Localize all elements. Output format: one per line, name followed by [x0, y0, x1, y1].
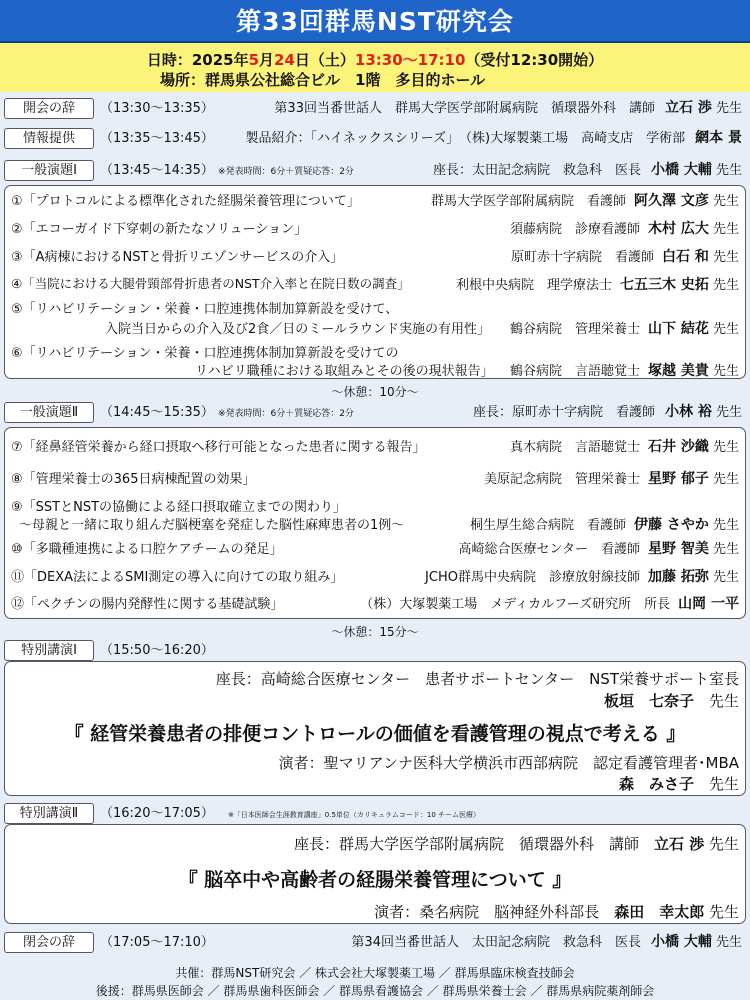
session1-note: ※発表時間：6分＋質疑応答：2分	[217, 167, 354, 177]
item-title: ⑪「DEXA法によるSMI測定の導入に向けての取り組み」	[11, 570, 344, 585]
item-name: 山岡 一平	[678, 596, 739, 612]
session1-time	[100, 160, 354, 183]
lecture1-speaker-suffix: 先生	[708, 775, 739, 793]
session2-chair-name: 小林 裕	[664, 404, 712, 420]
item-suffix: 先生	[712, 222, 739, 237]
closing-row	[0, 932, 750, 953]
lecture2-title: 『 脳卒中や高齢者の経腸栄養管理について 』	[178, 869, 572, 891]
list-item	[5, 496, 745, 536]
session1-chair-name: 小橋 大輔	[650, 162, 712, 178]
lecture1-speaker: 演者：聖マリアンナ医科大学横浜市西部病院 認定看護管理者･MBA	[278, 754, 739, 772]
lecture1-header	[0, 640, 750, 661]
item-title: ⑥「リハビリテーション・栄養・口腔連携体制加算新設を受けての	[11, 346, 399, 361]
closing-label: 閉会の辞	[4, 932, 94, 953]
item-title: ⑧「管理栄養士の365日病棟配置の効果」	[11, 472, 256, 487]
item-org: 桐生厚生総合病院 看護師	[469, 518, 626, 533]
session1-panel	[4, 185, 746, 379]
list-item	[5, 274, 745, 294]
item-presenter	[510, 436, 739, 456]
closing-time: （17:05〜17:10）	[100, 935, 214, 950]
item-presenter	[458, 538, 739, 558]
item-name: 山下 結花	[647, 321, 709, 337]
info-provision-person	[245, 128, 742, 149]
item-suffix: 先生	[712, 278, 739, 293]
cosponsor-line: 共催：群馬NST研究会 ／ 株式会社大塚製薬工場 ／ 群馬県臨床検査技師会	[175, 966, 575, 980]
item-title-line2: 入院当日からの介入及び2食／日のミールラウンド実施の有用性」	[105, 322, 491, 337]
lecture1-chair-suffix: 先生	[708, 692, 739, 710]
info-bar	[0, 43, 750, 92]
session1-chair-suffix: 先生	[715, 163, 742, 178]
item-title: ⑨「SSTとNSTの協働による経口摂取確立までの関わり」	[11, 500, 347, 515]
item-name: 加藤 拓弥	[647, 569, 709, 585]
place-line: 場所：群馬県公社総合ビル 1階 多目的ホール	[160, 71, 486, 89]
item-title: ⑩「多職種連携による口腔ケアチームの発足」	[11, 542, 283, 557]
item-name: 阿久澤 文彦	[633, 193, 709, 209]
item-name: 塚越 美貴	[647, 363, 709, 379]
item-suffix: 先生	[712, 194, 739, 209]
list-item	[5, 593, 745, 613]
session1-label: 一般演題Ⅰ	[4, 160, 94, 181]
closing-person	[351, 932, 742, 953]
item-presenter	[484, 468, 739, 488]
break-15min: 〜休憩：15分〜	[331, 625, 419, 639]
item-title: ③「A病棟におけるNSTと骨折リエゾンサービスの介入」	[11, 250, 344, 265]
lecture2-chair-suffix: 先生	[708, 835, 739, 853]
session2-label: 一般演題Ⅱ	[4, 402, 94, 423]
lecture2-speaker-line	[5, 901, 745, 922]
opening-person	[274, 98, 742, 119]
opening-label: 開会の辞	[4, 98, 94, 119]
item-presenter	[425, 566, 739, 586]
list-item	[5, 190, 745, 210]
date-line	[0, 49, 750, 70]
item-org: 原町赤十字病院 看護師	[510, 250, 654, 265]
item-org: 真木病院 言語聴覚士	[509, 440, 640, 455]
item-title: ⑦「経鼻経管栄養から経口摂取へ移行可能となった患者に関する報告」	[11, 440, 426, 455]
item-title: ①「プロトコルによる標準化された経腸栄養管理について」	[11, 194, 360, 209]
session1-chair-desc: 座長：太田記念病院 救急科 医長	[432, 163, 641, 178]
item-presenter	[360, 593, 739, 613]
lecture2-time-value: （16:20〜17:05）	[100, 806, 214, 821]
item-suffix: 先生	[712, 518, 739, 533]
date-label: 日時：2025年	[146, 51, 249, 69]
item-org: 鶴谷病院 言語聴覚士	[509, 364, 640, 379]
session2-time-value: （14:45〜15:35）	[100, 405, 214, 420]
item-title-line2: リハビリ職種における取組みとその後の現状報告」	[195, 364, 494, 379]
item-presenter	[470, 514, 739, 534]
session1-header	[0, 160, 750, 181]
date-month: 5	[248, 51, 260, 69]
break-10min: 〜休憩：10分〜	[331, 385, 419, 399]
item-presenter	[510, 218, 739, 238]
support-line: 後援：群馬県医師会 ／ 群馬県歯科医師会 ／ 群馬県看護協会 ／ 群馬県栄養士会 ／ 群馬県病院薬剤師会	[95, 984, 655, 998]
info-provision-desc: 製品紹介：「ハイネックスシリーズ」 （株)大塚製薬工場 高崎支店 学術部	[245, 131, 686, 146]
item-suffix: 先生	[712, 472, 739, 487]
session2-time	[100, 402, 354, 425]
lecture2-time	[100, 803, 480, 826]
footer	[0, 964, 750, 1000]
item-presenter	[456, 274, 739, 294]
header	[0, 0, 750, 43]
lecture2-label: 特別講演Ⅱ	[4, 803, 94, 824]
closing-name: 小橋 大輔	[650, 934, 712, 950]
lecture1-panel	[4, 661, 746, 796]
closing-suffix: 先生	[715, 935, 742, 950]
item-name: 石井 沙織	[647, 439, 709, 455]
session2-chair	[473, 402, 742, 423]
lecture2-header	[0, 803, 750, 824]
opening-name: 立石 渉	[664, 100, 712, 116]
item-suffix: 先生	[712, 440, 739, 455]
lecture2-note: ※「日本医師会生涯教育講座」0.5単位（カリキュラムコード：10 チーム医療）	[227, 811, 480, 819]
item-name: 白石 和	[661, 249, 709, 265]
item-org: JCHO群馬中央病院 診療放射線技師	[425, 570, 640, 585]
item-org: 須藤病院 診療看護師	[509, 222, 640, 237]
lecture1-label: 特別講演Ⅰ	[4, 640, 94, 661]
lecture2-chair-name: 立石 渉	[653, 835, 705, 853]
list-item	[5, 468, 745, 488]
list-item	[5, 538, 745, 558]
item-suffix: 先生	[712, 364, 739, 379]
list-item	[5, 566, 745, 586]
session2-chair-suffix: 先生	[715, 405, 742, 420]
date-day-unit: 日（土）	[294, 51, 355, 69]
item-title: ②「エコーガイド下穿刺の新たなソリューション」	[11, 222, 308, 237]
item-presenter	[510, 360, 739, 380]
item-name: 木村 広大	[647, 221, 709, 237]
lecture1-time: （15:50〜16:20）	[100, 643, 214, 658]
lecture2-chair-line	[5, 833, 745, 854]
session1-chair	[433, 160, 742, 181]
list-item	[5, 342, 745, 382]
opening-row	[0, 98, 750, 119]
info-provision-row	[0, 128, 750, 149]
opening-suffix: 先生	[715, 101, 742, 116]
date-month-unit: 月	[259, 51, 275, 69]
info-provision-time: （13:35〜13:45）	[100, 131, 214, 146]
page-title: 第33回群馬NST研究会	[236, 7, 514, 36]
event-time: 13:30〜17:10	[354, 51, 466, 69]
opening-time: （13:30〜13:35）	[100, 101, 214, 116]
item-title: ④「当院における大腿骨頸部骨折患者のNST介入率と在院日数の調査」	[11, 276, 410, 291]
item-suffix: 先生	[712, 250, 739, 265]
lecture1-chair: 座長：高崎総合医療センター 患者サポートセンター NST栄養サポート室長	[215, 670, 739, 688]
item-suffix: 先生	[712, 570, 739, 585]
list-item	[5, 218, 745, 238]
session2-panel	[4, 427, 746, 619]
lecture2-speaker-name: 森田 幸太郎	[614, 903, 705, 921]
lecture1-speaker-line	[5, 773, 745, 794]
item-presenter	[511, 246, 739, 266]
reception-time: （受付12:30開始）	[465, 51, 604, 69]
info-provision-name: 網本 景	[695, 130, 742, 146]
session1-time-value: （13:45〜14:35）	[100, 163, 214, 178]
item-title: ⑫「ペクチンの腸内発酵性に関する基礎試験」	[11, 597, 284, 612]
session2-note: ※発表時間：6分＋質疑応答：2分	[217, 409, 354, 419]
lecture1-title: 『 経管栄養患者の排便コントロールの価値を看護管理の視点で考える 』	[64, 723, 686, 745]
list-item	[5, 246, 745, 266]
lecture1-chair-name: 板垣 七奈子	[603, 692, 694, 710]
item-name: 星野 智美	[647, 541, 709, 557]
list-item	[5, 436, 745, 456]
item-suffix: 先生	[712, 542, 739, 557]
item-name: 七五三木 史拓	[619, 277, 709, 293]
item-presenter	[510, 318, 739, 338]
item-org: （株）大塚製薬工場 メディカルフーズ研究所 所長	[360, 597, 671, 612]
opening-desc: 第33回当番世話人 群馬大学医学部附属病院 循環器外科 講師	[274, 101, 655, 116]
item-suffix: 先生	[712, 322, 739, 337]
closing-desc: 第34回当番世話人 太田記念病院 救急科 医長	[351, 935, 641, 950]
item-name: 星野 郁子	[647, 471, 709, 487]
item-title-line2: 〜母親と一緒に取り組んだ脳梗塞を発症した脳性麻痺患者の1例〜	[19, 518, 405, 533]
item-presenter	[431, 190, 739, 210]
item-name: 伊藤 さやか	[633, 517, 709, 533]
lecture1-chair-line	[5, 690, 745, 711]
lecture2-panel	[4, 824, 746, 924]
item-org: 高崎総合医療センター 看護師	[458, 542, 640, 557]
lecture1-speaker-name: 森 みさ子	[618, 775, 694, 793]
item-title: ⑤「リハビリテーション・栄養・口腔連携体制加算新設を受けて、	[11, 302, 399, 317]
date-day: 24	[274, 51, 295, 69]
session2-header	[0, 402, 750, 423]
lecture2-chair: 座長：群馬大学医学部附属病院 循環器外科 講師	[293, 835, 639, 853]
list-item	[5, 298, 745, 338]
lecture2-speaker: 演者：桑名病院 脳神経外科部長	[374, 903, 600, 921]
item-org: 利根中央病院 理学療法士	[455, 278, 612, 293]
item-org: 美原記念病院 管理栄養士	[483, 472, 640, 487]
session2-chair-desc: 座長：原町赤十字病院 看護師	[472, 405, 655, 420]
lecture2-speaker-suffix: 先生	[708, 903, 739, 921]
item-org: 鶴谷病院 管理栄養士	[509, 322, 640, 337]
item-org: 群馬大学医学部附属病院 看護師	[430, 194, 626, 209]
info-provision-label: 情報提供	[4, 128, 94, 149]
